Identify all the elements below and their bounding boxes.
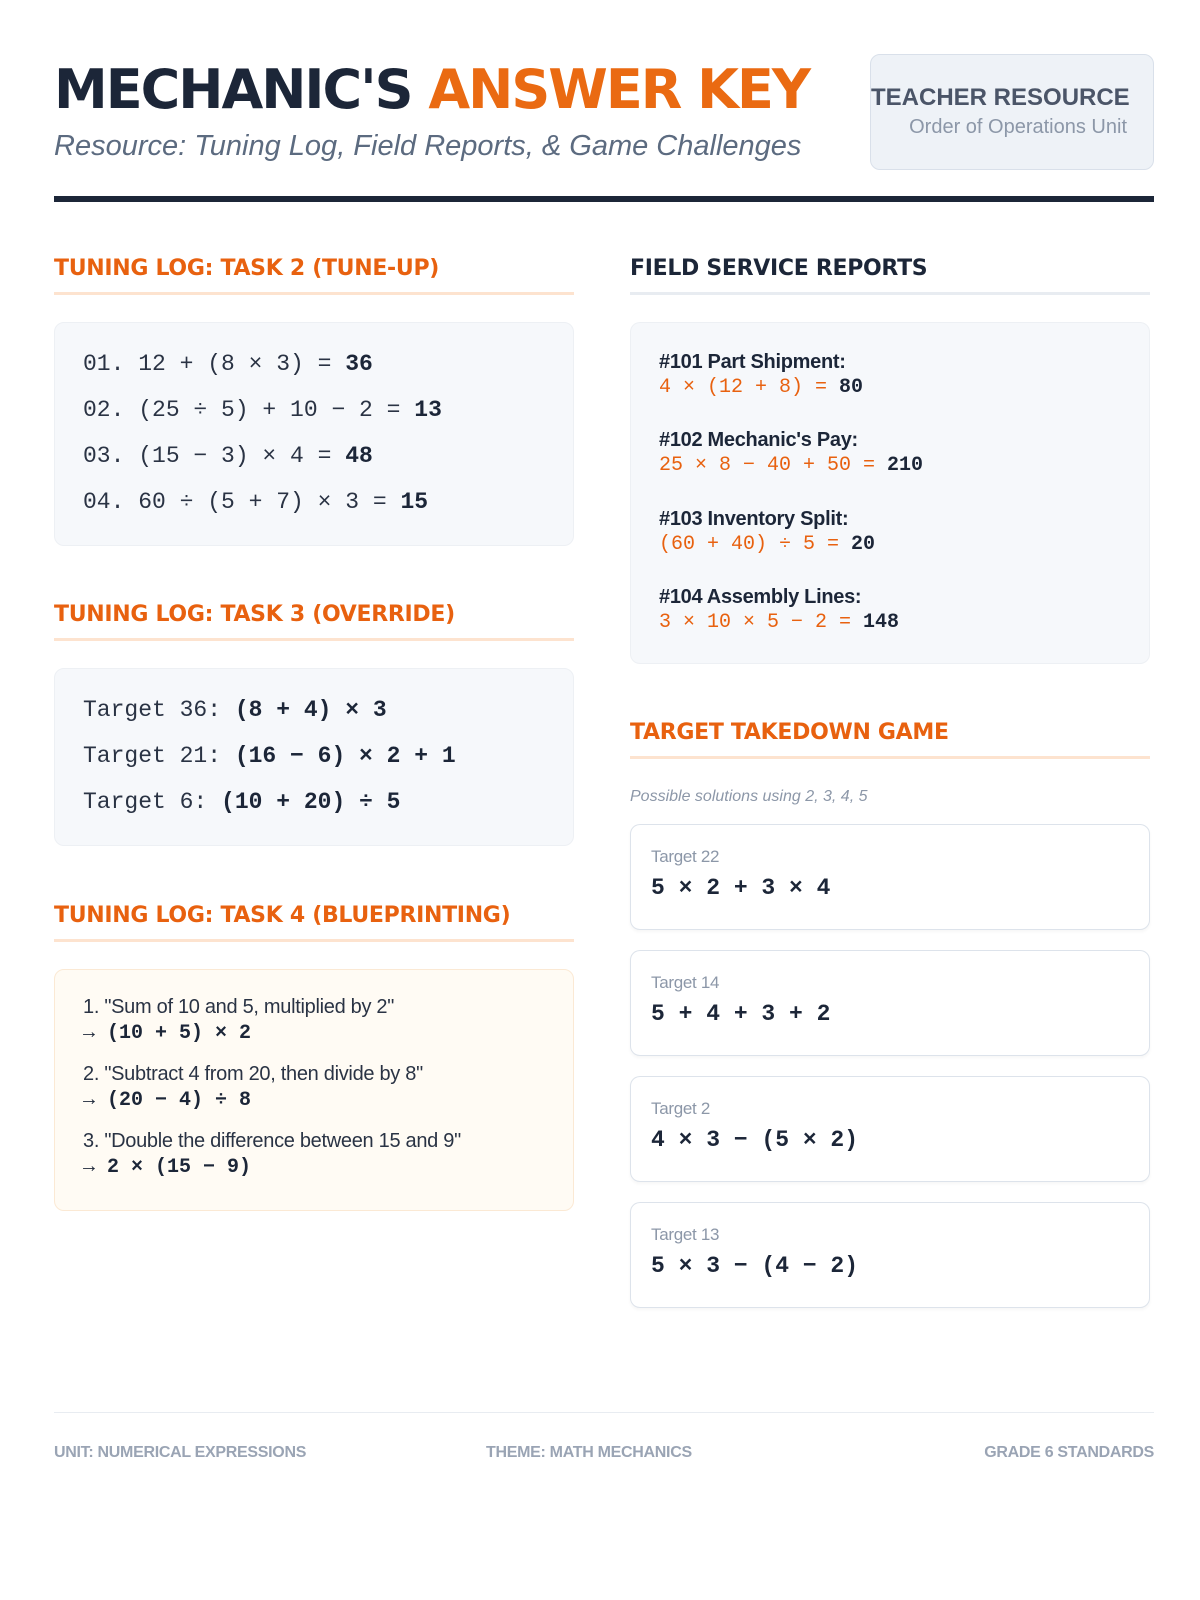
task2-line: 02. (25 ÷ 5) + 10 − 2 = 13	[83, 397, 442, 423]
report-label: #102 Mechanic's Pay:	[659, 429, 858, 451]
page-subtitle: Resource: Tuning Log, Field Reports, & Game Challenges	[54, 130, 802, 162]
target-label: Target 13	[651, 1225, 720, 1244]
report-expression: 25 × 8 − 40 + 50 = 210	[659, 454, 924, 477]
task3-line: Target 21: (16 − 6) × 2 + 1	[83, 743, 456, 769]
report-item	[659, 506, 875, 558]
blueprint-prompt: 3. "Double the difference between 15 and 9"	[83, 1130, 461, 1152]
report-item	[659, 427, 923, 479]
target-label: Target 14	[651, 973, 720, 992]
game-underline	[630, 756, 1150, 759]
report-item	[659, 584, 899, 636]
blueprint-answer: → (10 + 5) × 2	[83, 1022, 252, 1045]
task2-box	[54, 322, 574, 546]
report-expression: 3 × 10 × 5 − 2 = 148	[659, 611, 900, 634]
task3-underline	[54, 638, 574, 641]
task4-title: TUNING LOG: TASK 4 (BLUEPRINTING)	[54, 903, 511, 928]
blueprint-item	[83, 1128, 461, 1182]
game-note: Possible solutions using 2, 3, 4, 5	[630, 788, 868, 805]
header-divider	[54, 196, 1154, 202]
target-card	[630, 1076, 1150, 1182]
report-label: #101 Part Shipment:	[659, 351, 846, 373]
target-solution: 5 × 2 + 3 × 4	[651, 875, 831, 901]
report-label: #103 Inventory Split:	[659, 508, 849, 530]
badge-title: TEACHER RESOURCE	[871, 84, 1130, 111]
target-card	[630, 824, 1150, 930]
footer-standards: GRADE 6 STANDARDS	[984, 1444, 1154, 1461]
footer-unit: UNIT: NUMERICAL EXPRESSIONS	[54, 1444, 307, 1461]
task2-line: 01. 12 + (8 × 3) = 36	[83, 351, 373, 377]
target-solution: 5 + 4 + 3 + 2	[651, 1001, 831, 1027]
answer-key-page	[54, 0, 1154, 1600]
report-item	[659, 349, 863, 401]
target-label: Target 2	[651, 1099, 711, 1118]
task2-underline	[54, 292, 574, 295]
title-dark-part: MECHANIC'S	[54, 58, 412, 121]
task3-box	[54, 668, 574, 846]
footer-divider	[54, 1412, 1154, 1413]
target-solution: 5 × 3 − (4 − 2)	[651, 1253, 859, 1279]
blueprint-answer: → (20 − 4) ÷ 8	[83, 1089, 252, 1112]
target-card	[630, 1202, 1150, 1308]
task4-box	[54, 969, 574, 1211]
task3-line: Target 36: (8 + 4) × 3	[83, 697, 387, 723]
reports-underline	[630, 292, 1150, 295]
task4-underline	[54, 939, 574, 942]
target-card	[630, 950, 1150, 1056]
blueprint-answer: → 2 × (15 − 9)	[83, 1156, 252, 1179]
task2-title: TUNING LOG: TASK 2 (TUNE-UP)	[54, 256, 440, 281]
blueprint-prompt: 1. "Sum of 10 and 5, multiplied by 2"	[83, 996, 395, 1018]
report-label: #104 Assembly Lines:	[659, 586, 862, 608]
page-title	[54, 54, 809, 126]
task2-line: 04. 60 ÷ (5 + 7) × 3 = 15	[83, 489, 429, 515]
target-solution: 4 × 3 − (5 × 2)	[651, 1127, 859, 1153]
report-expression: 4 × (12 + 8) = 80	[659, 376, 864, 399]
report-expression: (60 + 40) ÷ 5 = 20	[659, 533, 876, 556]
blueprint-item	[83, 994, 394, 1048]
footer-theme: THEME: MATH MECHANICS	[486, 1444, 692, 1461]
reports-box	[630, 322, 1150, 664]
reports-title: FIELD SERVICE REPORTS	[630, 256, 928, 281]
game-title: TARGET TAKEDOWN GAME	[630, 720, 949, 745]
header	[54, 52, 1154, 202]
title-accent-part: ANSWER KEY	[428, 58, 809, 121]
teacher-resource-badge	[870, 54, 1154, 170]
task2-line: 03. (15 − 3) × 4 = 48	[83, 443, 373, 469]
target-label: Target 22	[651, 847, 720, 866]
badge-subtitle: Order of Operations Unit	[909, 116, 1127, 138]
task3-title: TUNING LOG: TASK 3 (OVERRIDE)	[54, 602, 455, 627]
blueprint-item	[83, 1061, 423, 1115]
task3-line: Target 6: (10 + 20) ÷ 5	[83, 789, 401, 815]
blueprint-prompt: 2. "Subtract 4 from 20, then divide by 8"	[83, 1063, 423, 1085]
